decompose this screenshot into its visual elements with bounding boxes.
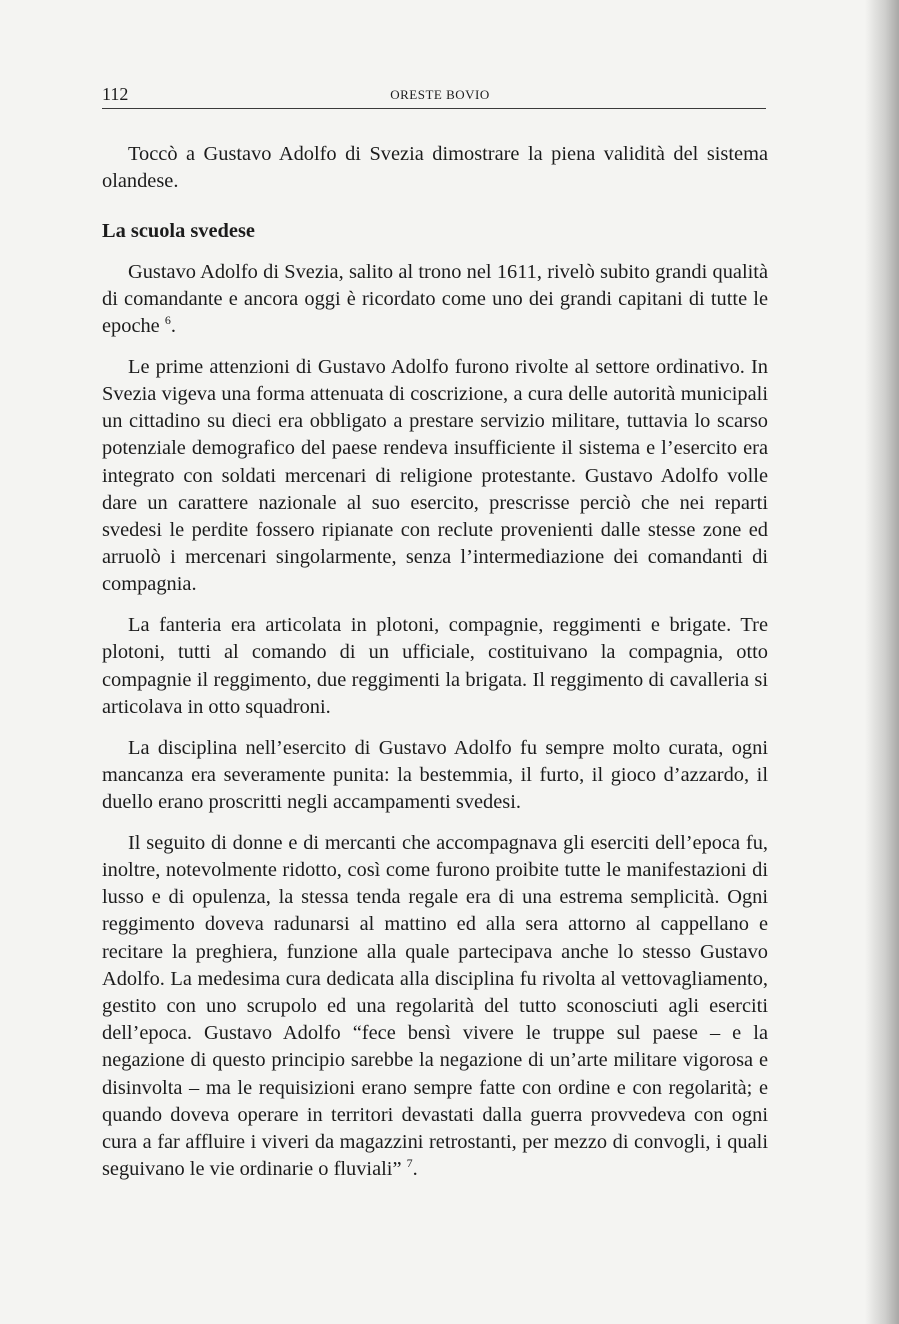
paragraph-5-text: Il seguito di donne e di mercanti che accompagnava gli eserciti dell’epoca fu, inoltre, notevolmente ridotto, così come furono proibite tutte le manifestazioni di lusso e di opulenza, la stessa tenda regale era di una estrema semplicità. Ogni reggimento doveva radunarsi al mattino ed alla sera attorno al cappellano e recitare la preghiera, funzione alla quale partecipava anche lo stesso Gustavo Adolfo. La medesima cura dedicata alla disciplina fu rivolta al vettovagliamento, gestito con uno scrupolo ed una regolarità del tutto sconosciuti agli eserciti dell’epoca. Gustavo Adolfo “fece bensì vivere le truppe sul paese – e la negazione di questo principio sarebbe la negazione di un’arte militare vigorosa e disinvolta – ma le requisizioni erano sempre fatte con ordine e con regolarità; e quando doveva operare in territori devastati dalla guerra provvedeva con ogni cura a far affluire i viveri da magazzini retrostanti, per mezzo di convogli, i quali seguivano le vie ordinarie o fluviali”: [102, 831, 768, 1181]
running-head-author: ORESTE BOVIO: [390, 87, 490, 102]
paragraph-1-end: .: [170, 315, 176, 338]
section-heading: La scuola svedese: [102, 220, 255, 243]
intro-paragraph: Toccò a Gustavo Adolfo di Svezia dimostrare la piena validità del sistema olandese.: [102, 143, 768, 193]
page-number: 112: [102, 84, 129, 104]
paragraph-1-text: Gustavo Adolfo di Svezia, salito al trono nel 1611, rivelò subito grandi qualità di comandante e ancora oggi è ricordato come uno dei grandi capitani di tutte le epoche: [102, 260, 768, 338]
paragraph-5: [102, 830, 768, 1184]
paragraph-4: La disciplina nell’esercito di Gustavo Adolfo fu sempre molto curata, ogni mancanza era severamente punita: la bestemmia, il furto, il gioco d’azzardo, il duello erano proscritti negli accampamenti svedesi.: [102, 736, 768, 814]
running-header: [102, 82, 766, 109]
paragraph-3: La fanteria era articolata in plotoni, compagnie, reggimenti e brigate. Tre plotoni, tutti al comando di un ufficiale, costituivano la compagnia, otto compagnie il reggimento, due reggimenti la brigata. Il reggimento di cavalleria si articolava in otto squadroni.: [102, 614, 768, 718]
paragraph-2: Le prime attenzioni di Gustavo Adolfo furono rivolte al settore ordinativo. In Svezia vigeva una forma attenuata di coscrizione, a cura delle autorità municipali un cittadino su dieci era obbligato a prestare servizio militare, tuttavia lo scarso potenziale demografico del paese rendeva insufficiente il sistema e l’esercito era integrato con soldati mercenari di religione protestante. Gustavo Adolfo volle dare un carattere nazionale al suo esercito, prescrisse perciò che nei reparti svedesi le perdite fossero ripianate con reclute provenienti dalle stesse zone ed arruolò i mercenari singolarmente, senza l’intermediazione dei comandanti di compagnia.: [102, 355, 768, 596]
paragraph-1: [102, 259, 768, 341]
page-body: [102, 141, 768, 1197]
page-edge-shadow: [865, 0, 899, 1324]
footnote-ref-6: 6: [164, 313, 171, 328]
footnote-ref-7: 7: [406, 1156, 413, 1171]
paragraph-5-end: .: [412, 1158, 418, 1181]
